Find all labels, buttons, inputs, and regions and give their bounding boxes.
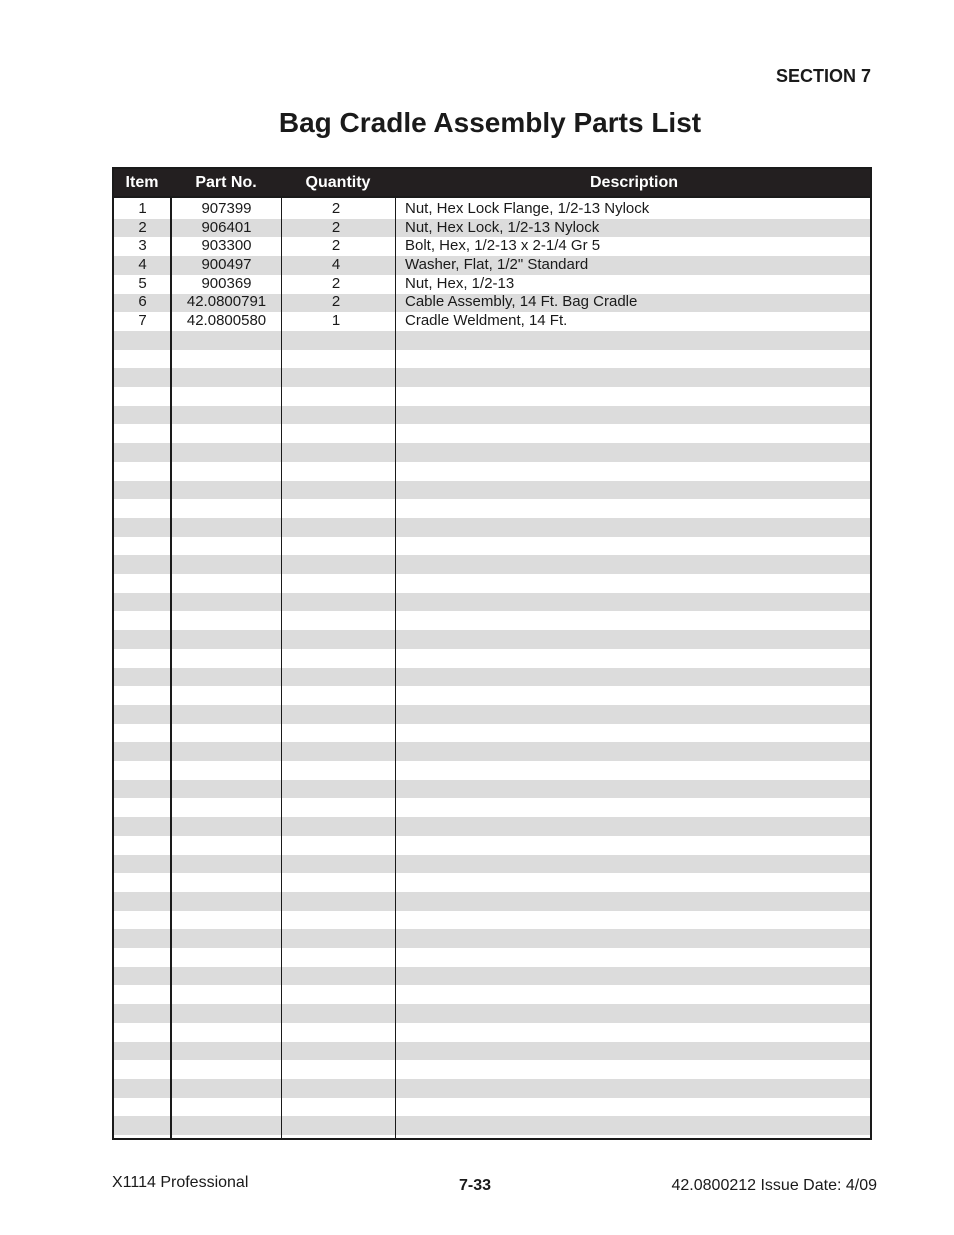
row-stripe [114, 630, 870, 649]
row-stripe [114, 1116, 870, 1135]
item-number-cell: 2 [138, 218, 147, 236]
quantity-cell: 2 [331, 200, 341, 217]
part-number-cell: 900369 [201, 274, 252, 292]
description-cell: Bolt, Hex, 1/2-13 x 2-1/4 Gr 5 [405, 237, 601, 255]
column-header-description: Description [589, 174, 678, 191]
page-title: Bag Cradle Assembly Parts List [278, 107, 702, 138]
item-number-cell: 1 [138, 200, 147, 217]
column-header-part-no: Part No. [195, 174, 257, 191]
table-row [114, 200, 870, 219]
table-row [114, 275, 870, 294]
part-number-cell: 42.0800580 [186, 312, 267, 330]
description-cell: Nut, Hex, 1/2-13 [405, 274, 515, 292]
item-number-cell: 4 [138, 256, 147, 274]
description-cell: Nut, Hex Lock, 1/2-13 Nylock [405, 218, 600, 236]
column-divider [281, 196, 282, 1138]
row-stripe [114, 555, 870, 574]
table-header [114, 169, 870, 196]
table-body [114, 200, 870, 331]
row-stripe [114, 892, 870, 911]
item-number-cell: 3 [138, 237, 147, 255]
item-number-cell: 5 [138, 274, 147, 292]
row-stripe [114, 331, 870, 350]
table-row [114, 293, 870, 312]
description-cell: Cradle Weldment, 14 Ft. [405, 312, 568, 330]
row-stripe [114, 1042, 870, 1061]
part-number-cell: 903300 [201, 237, 252, 255]
part-number-cell: 906401 [201, 218, 252, 236]
part-number-cell: 42.0800791 [186, 293, 267, 311]
quantity-cell: 2 [331, 237, 341, 255]
row-stripe [114, 705, 870, 724]
row-stripe [114, 1079, 870, 1098]
row-stripes [114, 196, 870, 1138]
section-label: SECTION 7 [775, 66, 871, 86]
row-stripe [114, 742, 870, 761]
row-stripe [114, 1004, 870, 1023]
table-row [114, 237, 870, 256]
row-stripe [114, 817, 870, 836]
table-row [114, 256, 870, 275]
row-stripe [114, 855, 870, 874]
column-divider [395, 196, 396, 1138]
column-header-item: Item [125, 174, 159, 191]
row-stripe [114, 780, 870, 799]
quantity-cell: 2 [331, 293, 341, 311]
part-number-cell: 900497 [201, 256, 252, 274]
description-cell: Nut, Hex Lock Flange, 1/2-13 Nylock [405, 200, 650, 217]
quantity-cell: 4 [331, 256, 341, 274]
row-stripe [114, 406, 870, 425]
description-cell: Washer, Flat, 1/2" Standard [405, 256, 589, 274]
description-cell: Cable Assembly, 14 Ft. Bag Cradle [405, 293, 638, 311]
row-stripe [114, 929, 870, 948]
quantity-cell: 2 [331, 274, 341, 292]
quantity-cell: 1 [331, 312, 341, 330]
row-stripe [114, 518, 870, 537]
parts-table [112, 167, 872, 1140]
row-stripe [114, 368, 870, 387]
item-number-cell: 6 [138, 293, 147, 311]
row-stripe [114, 443, 870, 462]
item-number-cell: 7 [138, 312, 147, 330]
row-stripe [114, 593, 870, 612]
column-header-quantity: Quantity [305, 174, 371, 191]
header-divider [114, 196, 870, 198]
row-stripe [114, 967, 870, 986]
quantity-cell: 2 [331, 218, 341, 236]
page-number: 7-33 [459, 1177, 492, 1194]
table-row [114, 219, 870, 238]
row-stripe [114, 481, 870, 500]
part-number-cell: 907399 [201, 200, 252, 217]
row-stripe [114, 668, 870, 687]
column-divider [170, 196, 172, 1138]
table-row [114, 312, 870, 331]
footer-model: X1114 Professional [112, 1174, 249, 1191]
footer-document-info: 42.0800212 Issue Date: 4/09 [671, 1177, 877, 1194]
